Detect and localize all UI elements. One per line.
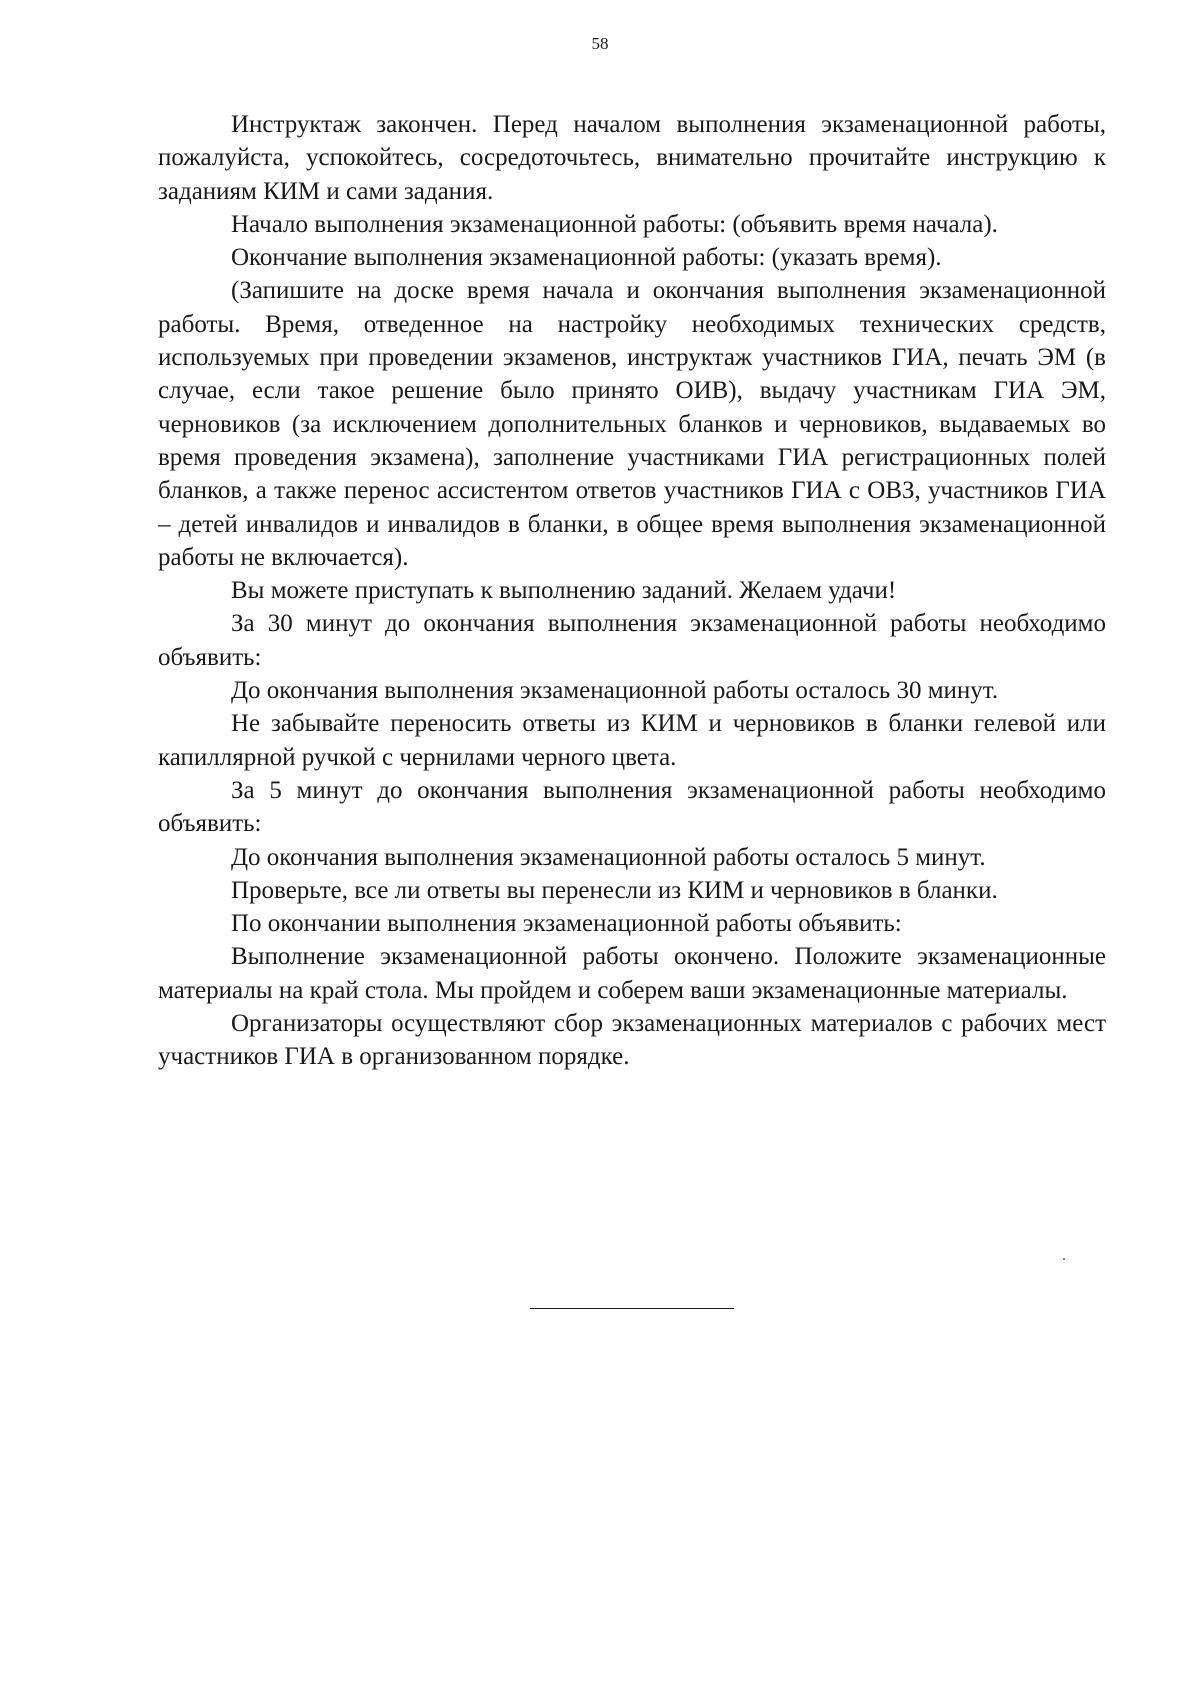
paragraph-organizers-collect: Организаторы осуществляют сбор экзаменационных материалов с рабочих мест участников ГИА в организованном порядке.: [158, 1010, 1106, 1071]
page-number: 58: [591, 34, 609, 53]
paragraph-30-min-announcement: До окончания выполнения экзаменационной работы осталось 30 минут.: [231, 677, 999, 705]
scan-speck: [1063, 1258, 1065, 1260]
paragraph-5-min-notice: За 5 минут до окончания выполнения экзаменационной работы необходимо объявить:: [158, 776, 1106, 838]
paragraph-briefing-finished: Инструктаж закончен. Перед началом выполнения экзаменационной работы, пожалуйста, успокойтесь, сосредоточьтесь, внимательно прочитайте инструкцию к заданиям КИМ и сами задания.: [158, 111, 1106, 205]
document-body: [158, 108, 1106, 1074]
paragraph-5-min-announcement: До окончания выполнения экзаменационной работы осталось 5 минут.: [231, 843, 986, 871]
paragraph-check-answers: Проверьте, все ли ответы вы перенесли из КИМ и черновиков в бланки.: [231, 876, 998, 904]
paragraph-begin-tasks: Вы можете приступать к выполнению заданий. Желаем удачи!: [231, 577, 897, 605]
closing-divider-line: [530, 1308, 734, 1309]
paragraph-30-min-notice: За 30 минут до окончания выполнения экзаменационной работы необходимо объявить:: [158, 610, 1106, 671]
paragraph-start-time: Начало выполнения экзаменационной работы: (объявить время начала).: [231, 210, 998, 238]
paragraph-end-time: Окончание выполнения экзаменационной работы: (указать время).: [231, 244, 942, 272]
paragraph-end-notice: По окончании выполнения экзаменационной работы объявить:: [231, 910, 902, 938]
paragraph-transfer-reminder: Не забывайте переносить ответы из КИМ и черновиков в бланки гелевой или капиллярной ручкой с чернилами черного цвета.: [158, 710, 1106, 771]
paragraph-board-note: (Запишите на доске время начала и окончания выполнения экзаменационной работы. Время, отведенное на настройку необходимых технических средств, используемых при проведении экзаменов, инструктаж участников ГИА, печать ЭМ (в случае, если такое решение было принято ОИВ), выдачу участникам ГИА ЭМ, черновиков (за исключением дополнительных бланков и черновиков, выдаваемых во время проведения экзамена), заполнение участниками ГИА регистрационных полей бланков, а также перенос ассистентом ответов участников ГИА с ОВЗ, участников ГИА – детей инвалидов и инвалидов в бланки, в общее время выполнения экзаменационной работы не включается).: [158, 277, 1106, 571]
paragraph-work-finished: Выполнение экзаменационной работы окончено. Положите экзаменационные материалы на край стола. Мы пройдем и соберем ваши экзаменационные материалы.: [158, 943, 1106, 1004]
